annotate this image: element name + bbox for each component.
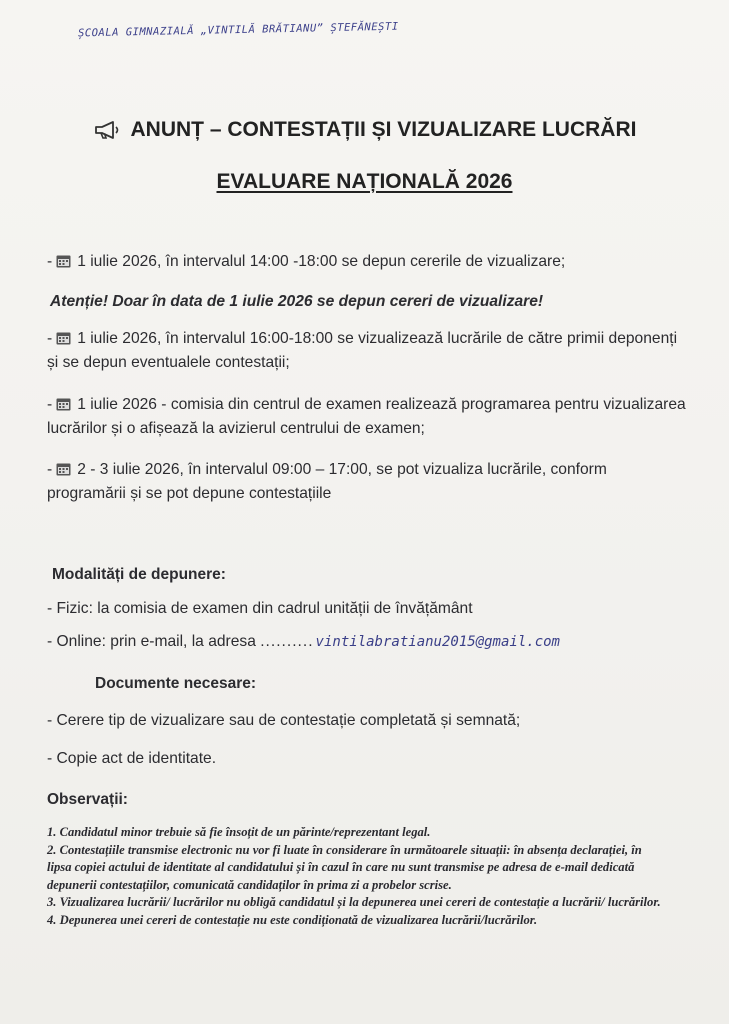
documents-heading: Documente necesare: <box>95 675 257 692</box>
list-dash: - <box>47 253 53 270</box>
document-item-1: - Cerere tip de vizualizare sau de contestație completată și semnată; <box>47 712 521 729</box>
observations-list <box>47 824 669 929</box>
observation-item-1: 1. Candidatul minor trebuie să fie însoțit de un părinte/reprezentant legal. <box>47 825 431 839</box>
schedule-item-2 <box>47 327 689 375</box>
schedule-item-4 <box>47 458 689 506</box>
title-line-2: EVALUARE NAȚIONALĂ 2026 <box>216 170 513 193</box>
list-dash: - <box>47 330 53 347</box>
calendar-icon <box>56 462 71 476</box>
modality-online <box>47 630 689 654</box>
calendar-icon <box>56 254 71 268</box>
schedule-text-3: 1 iulie 2026 - comisia din centrul de examen realizează programarea pentru vizualizarea lucrărilor și o afișează la avizierul centrului de examen; <box>47 396 686 437</box>
school-name-handwritten: ȘCOALA GIMNAZIALĂ „VINTILĂ BRĂTIANU” ȘTEFĂNEȘTI <box>77 20 399 40</box>
modality-physical: - Fizic: la comisia de examen din cadrul unității de învățământ <box>47 600 473 617</box>
warning-text: Atenție! Doar în data de 1 iulie 2026 se depun cereri de vizualizare! <box>50 293 544 310</box>
observation-item-3: 3. Vizualizarea lucrării/ lucrărilor nu obligă candidatul și la depunerea unei cereri de contestație a lucrării/ lucrărilor. <box>47 895 661 909</box>
title-text-1: ANUNȚ – CONTESTAȚII ȘI VIZUALIZARE LUCRĂRI <box>130 118 637 141</box>
megaphone-icon <box>93 120 121 140</box>
observation-item-2: 2. Contestațiile transmise electronic nu vor fi luate în considerare în următoarele situații: în absența declarației, în lipsa copiei actului de identitate al candidatului și în cazul în care nu sunt transmise pe adresa de e-mail dedicată depunerii contestațiilor, comunicată candidaților în prima zi a probelor scrise. <box>47 842 642 892</box>
dotted-blank: .......... <box>260 633 314 650</box>
modalities-heading: Modalități de depunere: <box>52 566 226 583</box>
schedule-text-4: 2 - 3 iulie 2026, în intervalul 09:00 – 17:00, se pot vizualiza lucrările, conform programării și se pot depune contestațiile <box>47 461 607 502</box>
schedule-item-1 <box>47 250 689 274</box>
document-item-2: - Copie act de identitate. <box>47 750 217 767</box>
schedule-item-3 <box>47 393 689 441</box>
calendar-icon <box>56 397 71 411</box>
observation-item-4: 4. Depunerea unei cereri de contestație nu este condiționată de vizualizarea lucrării/lucrărilor. <box>47 912 538 927</box>
schedule-text-1: 1 iulie 2026, în intervalul 14:00 -18:00 se depun cererile de vizualizare; <box>77 253 566 270</box>
modality-online-prefix: - Online: prin e-mail, la adresa <box>47 633 256 650</box>
list-dash: - <box>47 396 53 413</box>
calendar-icon <box>56 331 71 345</box>
title-line-1 <box>0 118 729 146</box>
handwritten-email: vintilabratianu2015@gmail.com <box>315 634 560 650</box>
list-dash: - <box>47 461 53 478</box>
schedule-text-2: 1 iulie 2026, în intervalul 16:00-18:00 se vizualizează lucrările de către primii deponenți și se depun eventualele contestații; <box>47 330 678 371</box>
observations-heading: Observații: <box>47 791 128 808</box>
